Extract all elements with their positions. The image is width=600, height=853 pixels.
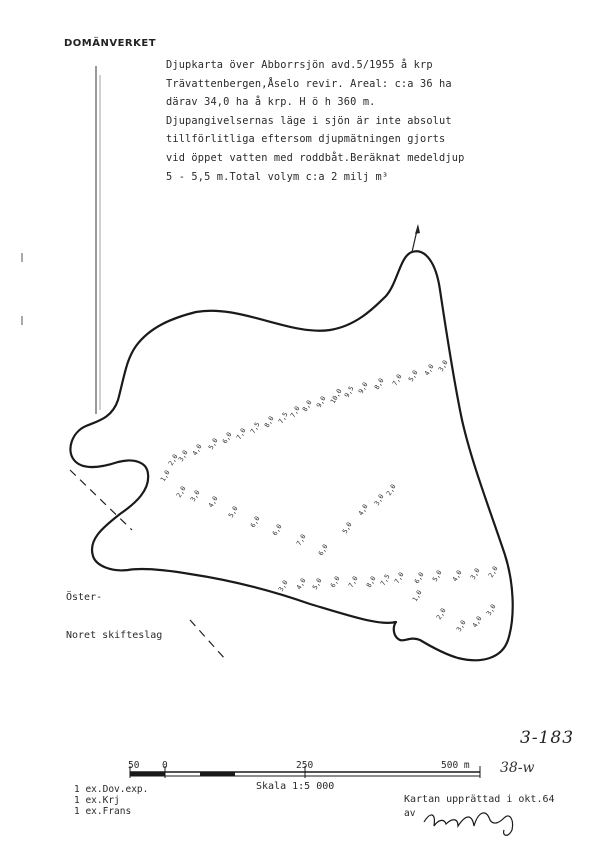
depth-sounding: 7,5 — [248, 420, 262, 435]
depth-sounding: 5,0 — [226, 504, 240, 519]
depth-sounding: 6,0 — [412, 570, 426, 585]
depth-sounding: 4,0 — [356, 502, 370, 517]
description-line: Djupkarta över Abborrsjön avd.5/1955 å krp — [166, 59, 433, 71]
depth-sounding: 7,0 — [346, 574, 360, 589]
depth-sounding: 3,0 — [188, 488, 202, 503]
boundary-label: Noret skifteslag — [66, 630, 163, 641]
north-arrow-icon — [415, 224, 420, 234]
scale-tick-label: 50 — [128, 760, 140, 771]
depth-sounding: 9,5 — [342, 384, 356, 399]
depth-sounding: 7,0 — [288, 404, 302, 419]
depth-sounding: 7,0 — [234, 426, 248, 441]
depth-sounding: 8,0 — [364, 574, 378, 589]
depth-sounding: 1,0 — [410, 588, 424, 603]
scale-tick-label: 500 m — [441, 760, 470, 771]
depth-sounding: 7,0 — [392, 570, 406, 585]
scale-tick-label: 250 — [296, 760, 314, 771]
depth-sounding: 4,0 — [294, 576, 308, 591]
depth-sounding: 5,0 — [206, 436, 220, 451]
depth-sounding: 5,0 — [310, 576, 324, 591]
depth-sounding: 2,0 — [384, 482, 398, 497]
depth-sounding: 6,0 — [328, 574, 342, 589]
depth-soundings-southeast — [411, 589, 498, 633]
distribution-item: 1 ex.Dov.exp. — [74, 784, 149, 795]
depth-sounding: 9,0 — [314, 394, 328, 409]
description-line: vid öppet vatten med roddbåt.Beräknat medeldjup — [166, 151, 465, 164]
depth-sounding: 7,5 — [378, 572, 392, 587]
depth-sounding: 7,0 — [390, 372, 404, 387]
depth-soundings-upper — [159, 359, 450, 483]
depth-sounding: 7,0 — [294, 532, 308, 547]
depth-sounding: 4,0 — [422, 362, 436, 377]
depth-sounding: 4,0 — [450, 568, 464, 583]
depth-sounding: 3,0 — [372, 492, 386, 507]
description-line: Trävattenbergen,Åselo revir. Areal: c:a 36 ha — [166, 77, 452, 90]
depth-sounding: 8,0 — [300, 398, 314, 413]
depth-sounding: 3,0 — [436, 358, 450, 373]
handwritten-annotation: 38-w — [500, 760, 535, 776]
description-line: 5 - 5,5 m.Total volym c:a 2 milj m³ — [166, 170, 389, 183]
depth-sounding: 2,0 — [166, 452, 180, 467]
depth-sounding: 3,0 — [454, 618, 468, 633]
scale-tick-label: 0 — [162, 760, 168, 771]
depth-sounding: 4,0 — [190, 442, 204, 457]
depth-sounding: 3,0 — [468, 566, 482, 581]
depth-sounding: 6,0 — [270, 522, 284, 537]
distribution-item: 1 ex.Krj — [74, 795, 120, 806]
depth-sounding: 5,0 — [430, 568, 444, 583]
depth-sounding: 8,0 — [262, 414, 276, 429]
depth-sounding: 3,0 — [176, 448, 190, 463]
depth-sounding: 4,0 — [206, 494, 220, 509]
depth-sounding: 5,0 — [340, 520, 354, 535]
depth-sounding: 9,0 — [356, 380, 370, 395]
depth-sounding: 4,0 — [470, 614, 484, 629]
depth-sounding: 8,0 — [372, 376, 386, 391]
depth-sounding: 1,0 — [158, 468, 172, 483]
description-line: tillförlitliga eftersom djupmätningen gjorts — [166, 133, 446, 146]
distribution-item: 1 ex.Frans — [74, 806, 132, 817]
boundary-line — [70, 470, 132, 530]
signature — [424, 813, 513, 835]
description-line: Djupangivelsernas läge i sjön är inte absolut — [166, 114, 452, 127]
boundary-line — [190, 620, 226, 660]
depth-sounding: 3,0 — [484, 602, 498, 617]
depth-sounding: 10,0 — [328, 387, 344, 405]
depth-sounding: 6,0 — [220, 430, 234, 445]
prepared-by-label: av — [404, 808, 416, 819]
boundary-label: Öster- — [66, 592, 103, 603]
depth-sounding: 6,0 — [316, 542, 330, 557]
depth-sounding: 2,0 — [174, 484, 188, 499]
depth-sounding: 5,0 — [406, 368, 420, 383]
depth-sounding: 6,0 — [248, 514, 262, 529]
depth-sounding: 2,0 — [434, 606, 448, 621]
lake-shoreline — [70, 251, 512, 660]
depth-sounding: 7,5 — [276, 410, 290, 425]
distribution-list — [74, 784, 214, 817]
reference-number: 3-183 — [520, 728, 575, 748]
depth-soundings-lower — [175, 483, 398, 557]
description-line: därav 34,0 ha å krp. H ö h 360 m. — [166, 96, 376, 109]
depth-sounding: 3,0 — [276, 578, 290, 593]
depth-soundings-bottom — [277, 565, 500, 593]
scale-caption: Skala 1:5 000 — [256, 781, 335, 792]
organization-header: DOMÄNVERKET — [64, 38, 157, 49]
depth-sounding: 2,0 — [486, 564, 500, 579]
prepared-note: Kartan upprättad i okt.64 — [404, 794, 555, 805]
